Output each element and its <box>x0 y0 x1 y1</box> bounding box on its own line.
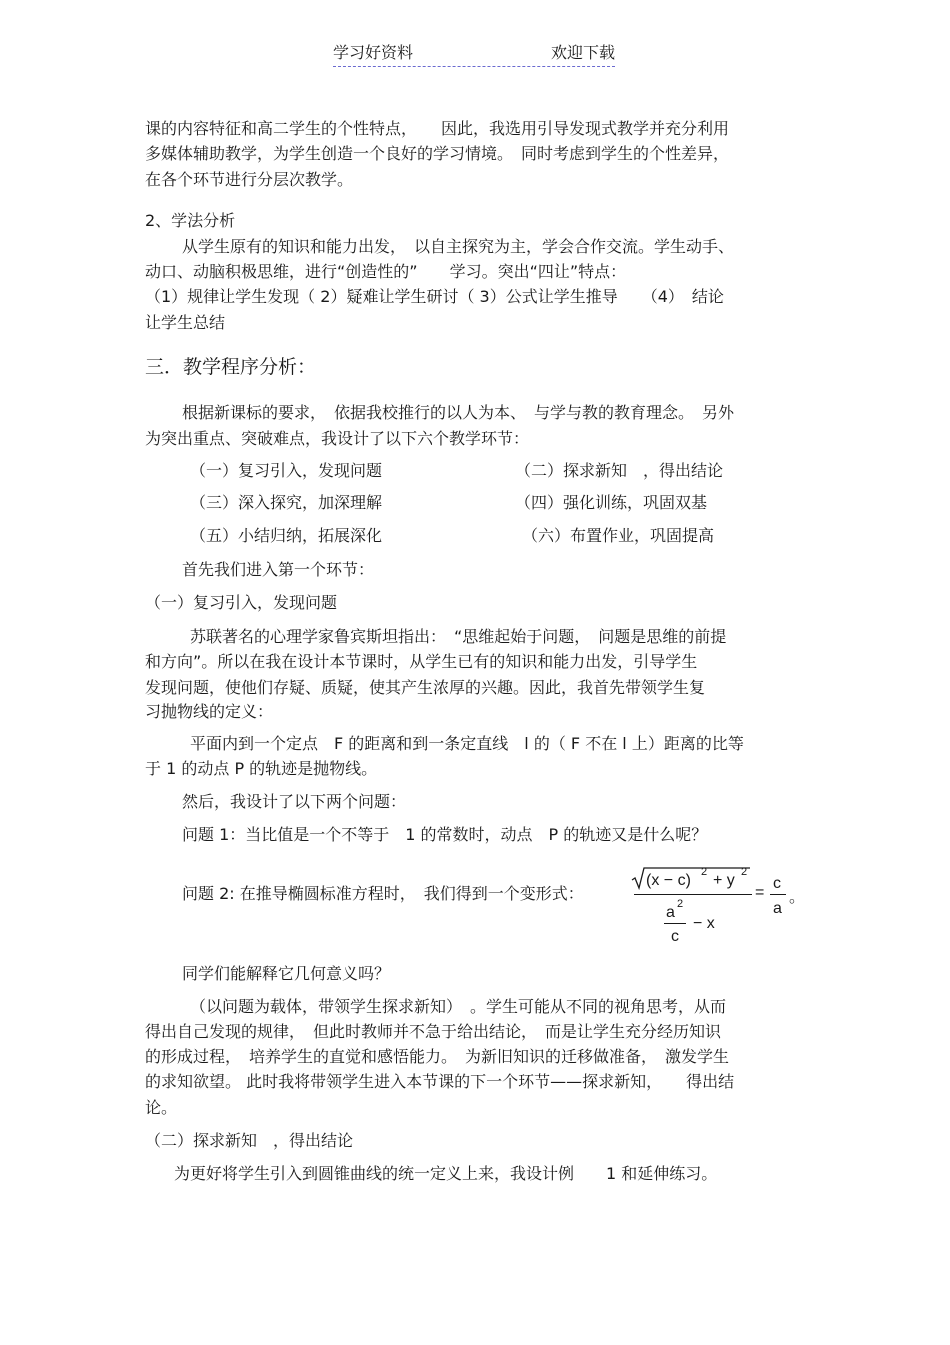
paragraph-line: 多媒体辅助教学，为学生创造一个良好的学习情境。 同时考虑到学生的个性差异， <box>145 144 730 163</box>
fraction-bar <box>664 923 686 924</box>
subsection-heading: （一）复习引入，发现问题 <box>145 593 338 612</box>
fraction-bar <box>634 894 752 895</box>
header-left-text: 学习好资料 <box>333 43 414 62</box>
fraction-bar <box>770 894 786 895</box>
formula-radicand: (x − c) <box>646 872 691 889</box>
paragraph-line: 于 1 的动点 P 的轨迹是抛物线。 <box>145 759 378 778</box>
question-1: 问题 1：当比值是一个不等于 1 的常数时，动点 P 的轨迹又是什么呢？ <box>182 825 708 844</box>
teaching-step-item: （一）复习引入，发现问题 <box>190 461 383 480</box>
paragraph-line: 论。 <box>145 1098 178 1117</box>
paragraph-line: 的形成过程， 培养学生的直觉和感悟能力。 为新旧知识的迁移做准备， 激发学生 <box>145 1047 730 1066</box>
paragraph-line: 然后，我设计了以下两个问题： <box>182 792 407 811</box>
paragraph-line: 根据新课标的要求， 依据我校推行的以人为本、 与学与教的教育理念。 另外 <box>182 403 735 422</box>
paragraph-line: 同学们能解释它几何意义吗？ <box>182 964 391 983</box>
formula-period: 。 <box>789 889 806 906</box>
paragraph-line: 苏联著名的心理学家鲁宾斯坦指出： “思维起始于问题， 问题是思维的前提 <box>190 627 727 646</box>
formula-plus-y: + y <box>713 872 735 889</box>
paragraph-line: 平面内到一个定点 F 的距离和到一条定直线 l 的（ F 不在 l 上）距离的比等 <box>190 734 744 753</box>
paragraph-line: （以问题为载体，带领学生探求新知） 。学生可能从不同的视角思考，从而 <box>190 997 727 1016</box>
teaching-step-item: （三）深入探究，加深理解 <box>190 493 383 512</box>
section-heading: 2、学法分析 <box>145 211 236 230</box>
paragraph-line: 课的内容特征和高二学生的个性特点， 因此，我选用引导发现式教学并充分利用 <box>145 119 730 138</box>
paragraph-line: 为突出重点、突破难点，我设计了以下六个教学环节： <box>145 429 530 448</box>
paragraph-line: 首先我们进入第一个环节： <box>182 560 375 579</box>
paragraph-line: 动口、动脑积极思维，进行“创造性的” 学习。突出“四让”特点： <box>145 262 627 281</box>
formula-rhs-numerator: c <box>773 875 781 892</box>
formula-exponent: 2 <box>701 866 708 878</box>
formula-rhs-denominator: a <box>773 900 782 917</box>
formula-exponent: 2 <box>741 866 748 878</box>
formula-den-a: a <box>666 904 675 921</box>
paragraph-line: （1）规律让学生发现（ 2）疑难让学生研讨（ 3）公式让学生推导 （4） 结论 <box>145 287 724 306</box>
paragraph-line: 发现问题，使他们存疑、质疑，使其产生浓厚的兴趣。因此，我首先带领学生复 <box>145 678 706 697</box>
teaching-step-item: （二）探求新知 ，得出结论 <box>515 461 724 480</box>
paragraph-line: 从学生原有的知识和能力出发， 以自主探究为主，学会合作交流。学生动手、 <box>182 237 735 256</box>
formula-den-minus-x: − x <box>693 915 715 932</box>
formula-exponent: 2 <box>677 898 684 910</box>
header-right-text: 欢迎下载 <box>550 43 615 62</box>
paragraph-line: 得出自己发现的规律， 但此时教师并不急于给出结论， 而是让学生充分经历知识 <box>145 1022 722 1041</box>
paragraph-line: 在各个环节进行分层次教学。 <box>145 170 354 189</box>
paragraph-line: 习抛物线的定义： <box>145 702 274 721</box>
teaching-step-item: （六）布置作业，巩固提高 <box>522 526 715 545</box>
paragraph-line: 和方向”。所以在我在设计本节课时，从学生已有的知识和能力出发，引导学生 <box>145 652 698 671</box>
ellipse-formula <box>630 860 820 950</box>
subsection-heading: （二）探求新知 ，得出结论 <box>145 1131 354 1150</box>
paragraph-line: 的求知欲望。 此时我将带领学生进入本节课的下一个环节——探求新知， 得出结 <box>145 1072 735 1091</box>
chapter-heading: 三．教学程序分析： <box>145 356 317 378</box>
formula-equals: = <box>755 884 765 901</box>
paragraph-line: 让学生总结 <box>145 313 226 332</box>
page-header <box>333 42 615 67</box>
question-2: 问题 2: 在推导椭圆标准方程时， 我们得到一个变形式： <box>182 884 584 903</box>
teaching-step-item: （四）强化训练，巩固双基 <box>515 493 708 512</box>
teaching-step-item: （五）小结归纳，拓展深化 <box>190 526 383 545</box>
formula-den-c: c <box>671 928 679 945</box>
paragraph-line: 为更好将学生引入到圆锥曲线的统一定义上来，我设计例 1 和延伸练习。 <box>174 1164 718 1183</box>
